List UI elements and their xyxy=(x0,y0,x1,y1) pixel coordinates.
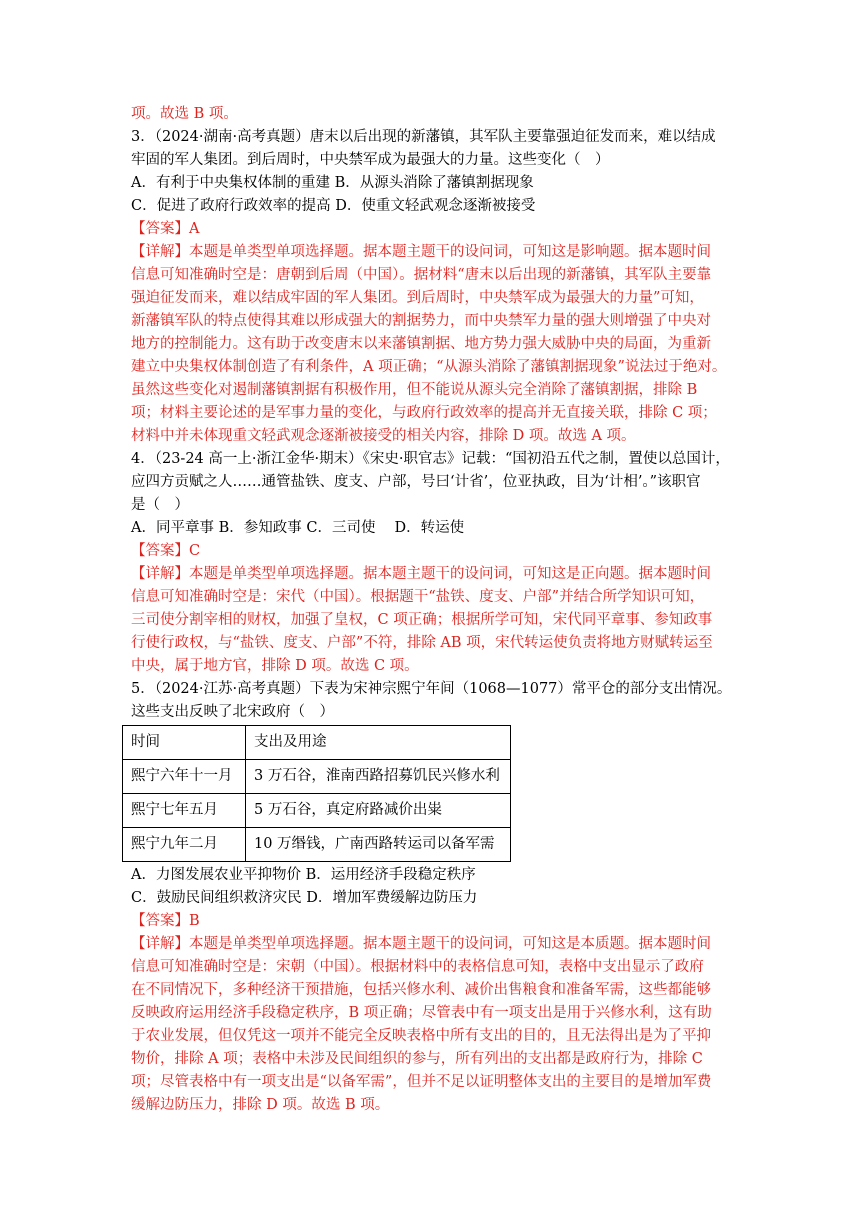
question-3-detail-line: 新藩镇军队的特点使得其难以形成强大的割据势力，而中央禁军力量的强大则增强了中央对 xyxy=(131,313,711,329)
table-header-row xyxy=(123,726,511,760)
question-3-options-line-2: C．促进了政府行政效率的提高 D．使重文轻武观念逐渐被接受 xyxy=(131,198,536,214)
question-5-detail-line: 在不同情况下，多种经济干预措施，包括兴修水利、减价出售粮食和准备军需，这些都能够 xyxy=(131,982,711,998)
table-row xyxy=(123,760,511,794)
previous-answer-tail: 项。故选 B 项。 xyxy=(131,106,238,122)
table-cell: 10 万缗钱，广南西路转运司以备军需 xyxy=(246,828,511,862)
table-cell: 3 万石谷，淮南西路招募饥民兴修水利 xyxy=(246,760,511,794)
expenditure-table xyxy=(122,725,511,862)
question-3-detail-line: 强迫征发而来，难以结成牢固的军人集团。到后周时，中央禁军成为最强大的力量”可知， xyxy=(131,290,704,306)
table-header-cell: 时间 xyxy=(123,726,246,760)
table-header-cell: 支出及用途 xyxy=(246,726,511,760)
question-3-stem-line-1: 3．（2024·湖南·高考真题）唐末以后出现的新藩镇，其军队主要靠强迫征发而来，难以结成 xyxy=(131,129,716,145)
question-5-detail-line: 【详解】本题是单类型单项选择题。据本题主题干的设问词，可知这是本质题。据本题时间 xyxy=(131,936,711,952)
table-row xyxy=(123,794,511,828)
question-4-options: A．同平章事 B．参知政事 C．三司使 D．转运使 xyxy=(131,520,465,536)
question-4-detail-line: 【详解】本题是单类型单项选择题。据本题主题干的设问词，可知这是正向题。据本题时间 xyxy=(131,566,711,582)
table-cell: 熙宁七年五月 xyxy=(123,794,246,828)
question-3-detail-line: 信息可知准确时空是：唐朝到后周（中国）。据材料“唐末以后出现的新藩镇，其军队主要靠 xyxy=(131,267,712,283)
table-row xyxy=(123,828,511,862)
question-3-detail-line: 材料中并未体现重文轻武观念逐渐被接受的相关内容，排除 D 项。故选 A 项。 xyxy=(131,428,636,444)
question-4-detail-line: 三司使分割宰相的财权，加强了皇权，C 项正确；根据所学可知，宋代同平章事、参知政事 xyxy=(131,612,713,628)
question-3-stem-line-2: 牢固的军人集团。到后周时，中央禁军成为最强大的力量。这些变化（ ） xyxy=(131,152,610,168)
question-3-detail-line: 地方的控制能力。这有助于改变唐末以来藩镇割据、地方势力强大威胁中央的局面，为重新 xyxy=(131,336,711,352)
question-3-options-line-1: A．有利于中央集权体制的重建 B．从源头消除了藩镇割据现象 xyxy=(131,175,534,191)
question-5-detail-line: 缓解边防压力，排除 D 项。故选 B 项。 xyxy=(131,1097,390,1113)
question-5-stem-line-1: 5．（2024·江苏·高考真题）下表为宋神宗熙宁年间（1068—1077）常平仓的部分支出情况。 xyxy=(131,681,732,697)
question-3-detail-line: 虽然这些变化对遏制藩镇割据有积极作用，但不能说从源头完全消除了藩镇割据，排除 B xyxy=(131,382,698,398)
question-5-answer: 【答案】B xyxy=(131,913,200,929)
question-5 xyxy=(131,678,731,1117)
question-5-options-line-2: C．鼓励民间组织救济灾民 D．增加军费缓解边防压力 xyxy=(131,890,478,906)
question-3-detail-line: 【详解】本题是单类型单项选择题。据本题主题干的设问词，可知这是影响题。据本题时间 xyxy=(131,244,711,260)
question-3-detail-line: 项；材料主要论述的是军事力量的变化，与政府行政效率的提高并无直接关联，排除 C 项； xyxy=(131,405,717,421)
question-5-options-line-1: A．力图发展农业平抑物价 B．运用经济手段稳定秩序 xyxy=(131,867,476,883)
question-5-detail-line: 物价，排除 A 项；表格中未涉及民间组织的参与，所有列出的支出都是政府行为，排除 C xyxy=(131,1051,703,1067)
question-4 xyxy=(131,448,731,678)
table-cell: 5 万石谷，真定府路减价出粜 xyxy=(246,794,511,828)
question-3-detail-line: 建立中央集权体制创造了有利条件，A 项正确；“从源头消除了藩镇割据现象”说法过于绝对。 xyxy=(131,359,727,375)
question-4-detail-line: 中央，属于地方官，排除 D 项。故选 C 项。 xyxy=(131,658,419,674)
question-5-detail-line: 项；尽管表格中有一项支出是“以备军需”，但并不足以证明整体支出的主要目的是增加军费 xyxy=(131,1074,712,1090)
question-5-detail-line: 反映政府运用经济手段稳定秩序，B 项正确；尽管表中有一项支出是用于兴修水利，这有助 xyxy=(131,1005,712,1021)
question-4-stem-line-3: 是（ ） xyxy=(131,497,189,513)
question-4-detail-line: 信息可知准确时空是：宋代（中国）。根据题干“盐铁、度支、户部”并结合所学知识可知， xyxy=(131,589,705,605)
document-page xyxy=(131,103,731,1117)
question-5-stem-line-2: 这些支出反映了北宋政府（ ） xyxy=(131,704,334,720)
question-4-answer: 【答案】C xyxy=(131,543,201,559)
table-cell: 熙宁九年二月 xyxy=(123,828,246,862)
question-4-stem-line-1: 4．（23-24 高一上·浙江金华·期末）《宋史·职官志》记载：“国初沿五代之制，置使以总国计， xyxy=(131,451,730,467)
question-4-stem-line-2: 应四方贡赋之人……通管盐铁、度支、户部，号曰‘计省’，位亚执政，目为‘计相’。”该职官 xyxy=(131,474,701,490)
question-5-detail-line: 信息可知准确时空是：宋朝（中国）。根据材料中的表格信息可知，表格中支出显示了政府 xyxy=(131,959,704,975)
question-3-answer: 【答案】A xyxy=(131,221,200,237)
question-3 xyxy=(131,126,731,448)
question-5-detail-line: 于农业发展，但仅凭这一项并不能完全反映表格中所有支出的目的，且无法得出是为了平抑 xyxy=(131,1028,711,1044)
question-4-detail-line: 行使行政权，与“盐铁、度支、户部”不符，排除 AB 项，宋代转运使负责将地方财赋转运至 xyxy=(131,635,713,651)
table-cell: 熙宁六年十一月 xyxy=(123,760,246,794)
